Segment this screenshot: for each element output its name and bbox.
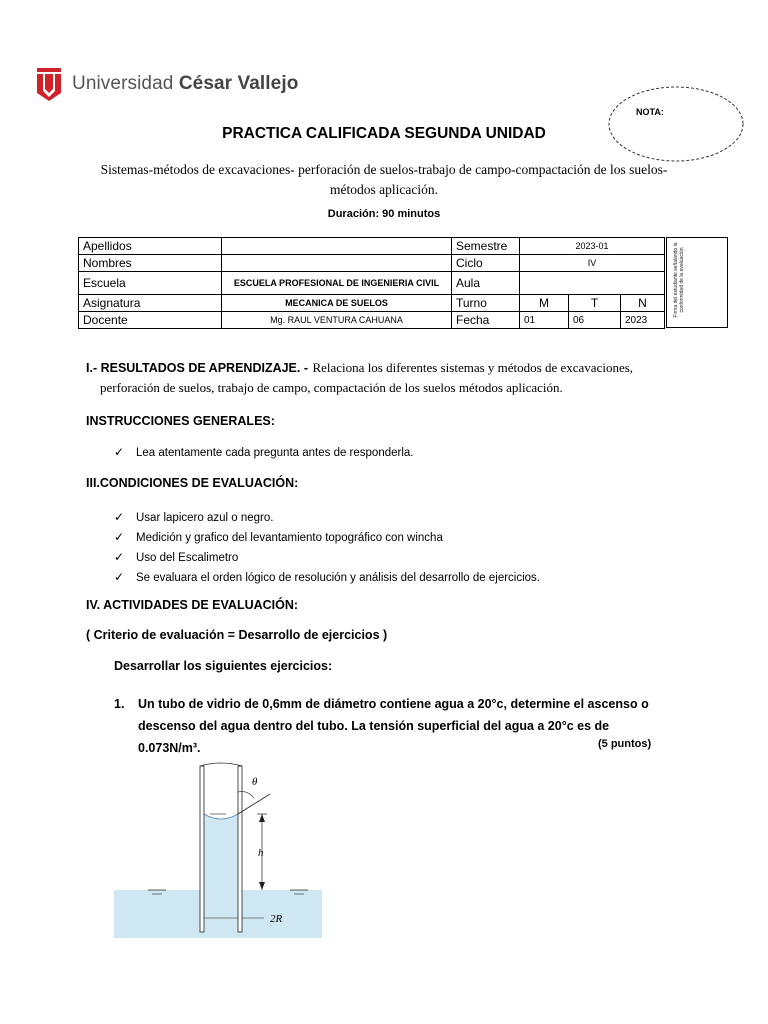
exercise-1: [114, 693, 674, 759]
student-info-table: [78, 237, 665, 329]
criteria-text: ( Criterio de evaluación = Desarrollo de ejercicios ): [86, 628, 388, 642]
signature-label: Firma del estudiante señalando la conformidad de la evaluación: [673, 242, 685, 318]
turno-n[interactable]: N: [621, 295, 665, 312]
r-label: 2R: [270, 913, 283, 925]
turno-label: Turno: [452, 295, 520, 312]
exercise-points: (5 puntos): [598, 738, 652, 750]
list-item: ✓ Medición y grafico del levantamiento topográfico con wincha: [114, 528, 540, 548]
fecha-month: 06: [569, 312, 621, 329]
apellidos-label: Apellidos: [79, 238, 222, 255]
instructions-list: [114, 445, 413, 459]
fecha-day: 01: [520, 312, 569, 329]
asignatura-value: MECANICA DE SUELOS: [222, 295, 452, 312]
learning-results-text: Relaciona los diferentes sistemas y métodos de excavaciones,: [312, 360, 634, 375]
h-label: h: [258, 847, 264, 859]
nombres-field[interactable]: [222, 255, 452, 272]
grade-box: [607, 85, 745, 163]
nombres-label: Nombres: [79, 255, 222, 272]
learning-results: [86, 358, 726, 398]
ciclo-value: IV: [520, 255, 665, 272]
asignatura-label: Asignatura: [79, 295, 222, 312]
list-item: ✓ Se evaluara el orden lógico de resolución y análisis del desarrollo de ejercicios.: [114, 568, 540, 588]
capillary-tube-figure: [114, 752, 322, 938]
table-row: [79, 295, 665, 312]
learning-results-text-2: perforación de suelos, trabajo de campo, compactación de los suelos métodos aplicación.: [100, 380, 563, 395]
subtitle: Sistemas-métodos de excavaciones- perforación de suelos-trabajo de campo-compactación de los suelos- métodos aplicación.: [100, 162, 668, 197]
ciclo-label: Ciclo: [452, 255, 520, 272]
table-row: [79, 238, 665, 255]
checkmark-icon: ✓: [114, 510, 125, 524]
university-shield-icon: [36, 67, 62, 101]
tube-wall-right: [238, 766, 242, 932]
escuela-value: ESCUELA PROFESIONAL DE INGENIERIA CIVIL: [222, 272, 452, 295]
exercise-text-2: descenso del agua dentro del tubo. La tensión superficial del agua a 20°c es de 0.073N/m³.: [138, 719, 610, 755]
list-item: ✓ Uso del Escalimetro: [114, 548, 540, 568]
university-name: Universidad César Vallejo: [72, 73, 299, 94]
page-title: PRACTICA CALIFICADA SEGUNDA UNIDAD: [222, 125, 546, 142]
learning-results-heading: I.- RESULTADOS DE APRENDIZAJE. -: [86, 361, 309, 375]
list-item: ✓ Lea atentamente cada pregunta antes de responderla.: [114, 445, 414, 459]
water-column: [204, 814, 238, 892]
theta-label: θ: [252, 776, 258, 788]
list-item: ✓ Usar lapicero azul o negro.: [114, 508, 540, 528]
turno-m[interactable]: M: [520, 295, 569, 312]
duration: Duración: 90 minutos: [327, 208, 441, 220]
exercise-number: 1.: [114, 697, 125, 711]
checkmark-icon: ✓: [114, 550, 125, 564]
docente-value: Mg. RAUL VENTURA CAHUANA: [222, 312, 452, 329]
aula-field[interactable]: [520, 272, 665, 295]
university-logo: [36, 66, 298, 102]
aula-label: Aula: [452, 272, 520, 295]
table-row: [79, 255, 665, 272]
turno-t[interactable]: T: [569, 295, 621, 312]
escuela-label: Escuela: [79, 272, 222, 295]
instructions-heading: INSTRUCCIONES GENERALES:: [86, 414, 275, 428]
table-row: [79, 272, 665, 295]
exercise-text-1: Un tubo de vidrio de 0,6mm de diámetro contiene agua a 20°c, determine el ascenso o: [138, 697, 649, 711]
fecha-label: Fecha: [452, 312, 520, 329]
fecha-year: 2023: [621, 312, 665, 329]
semestre-value: 2023-01: [520, 238, 665, 255]
exercises-intro: Desarrollar los siguientes ejercicios:: [114, 659, 333, 673]
docente-label: Docente: [79, 312, 222, 329]
checkmark-icon: ✓: [114, 530, 125, 544]
water-bath: [114, 890, 322, 938]
activities-heading: IV. ACTIVIDADES DE EVALUACIÓN:: [86, 598, 299, 612]
table-row: [79, 312, 665, 329]
semestre-label: Semestre: [452, 238, 520, 255]
nota-label: NOTA:: [636, 107, 664, 117]
tube-wall-left: [200, 766, 204, 932]
apellidos-field[interactable]: [222, 238, 452, 255]
signature-box[interactable]: [666, 237, 728, 328]
checkmark-icon: ✓: [114, 445, 125, 459]
checkmark-icon: ✓: [114, 570, 125, 584]
conditions-heading: III.CONDICIONES DE EVALUACIÓN:: [86, 476, 299, 490]
conditions-list: [114, 508, 540, 588]
